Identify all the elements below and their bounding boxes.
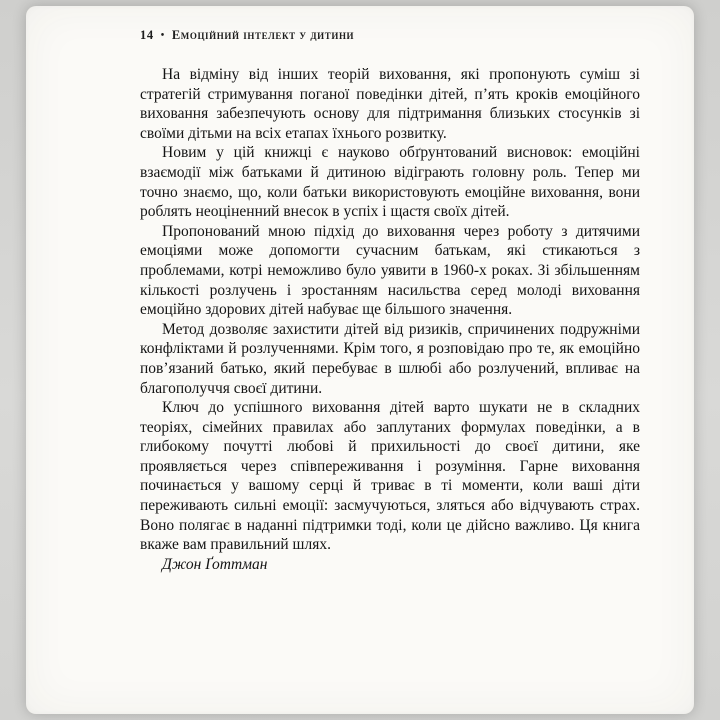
- paragraph-4: Метод дозволяє захистити дітей від ризиків, спричинених подружніми конфліктами й розлученнями. Крім того, я розповідаю про те, як емоційно пов’язаний батько, який перебуває в шлюбі або розлучений, впливає на благополуччя своєї дитини.: [140, 320, 640, 397]
- page-body: [140, 65, 640, 574]
- header-separator: •: [160, 30, 165, 41]
- book-title: Емоційний інтелект у дитини: [171, 28, 355, 42]
- author-signature: Джон Ґоттман: [162, 555, 268, 573]
- paragraph-5: Ключ до успішного виховання дітей варто шукати не в складних теоріях, сімейних правилах або заплутаних формулах поведінки, а в глибокому почутті любові й прихильності до своєї дитини, яке проявляється через співпереживання і розуміння. Гарне виховання починається у вашому серці й триває в ті моменти, коли ваші діти переживають сильні емоції: засмучуються, зляться або відчувають страх. Воно полягає в наданні підтримки тоді, коли це дійсно важливо. Ця книга вкаже вам правильний шлях.: [140, 399, 640, 554]
- book-page: [26, 6, 694, 714]
- paragraph-3: Пропонований мною підхід до виховання через роботу з дитячими емоціями може допомогти сучасним батькам, які стикаються з проблемами, котрі неможливо було уявити в 1960-х роках. Зі збільшенням кількості розлучень і зростанням насильства серед молоді виховання емоційно здорових дітей набуває ще більшого значення.: [140, 222, 640, 319]
- running-header: [140, 28, 640, 43]
- paragraph-2: Новим у цій книжці є науково обґрунтований висновок: емоційні взаємодії між батьками й дитиною відіграють головну роль. Тепер ми точно знаємо, що, коли батьки використовують емоційне виховання, вони роблять неоціненний внесок в успіх і щастя своїх дітей.: [140, 144, 640, 221]
- page-number: 14: [140, 28, 154, 42]
- paragraph-1: На відміну від інших теорій виховання, які пропонують суміш зі стратегій стримування поганої поведінки дітей, п’ять кроків емоційного виховання забезпечують основу для підтримання близьких стосунків зі своїми дітьми на всіх етапах їхнього розвитку.: [140, 66, 640, 142]
